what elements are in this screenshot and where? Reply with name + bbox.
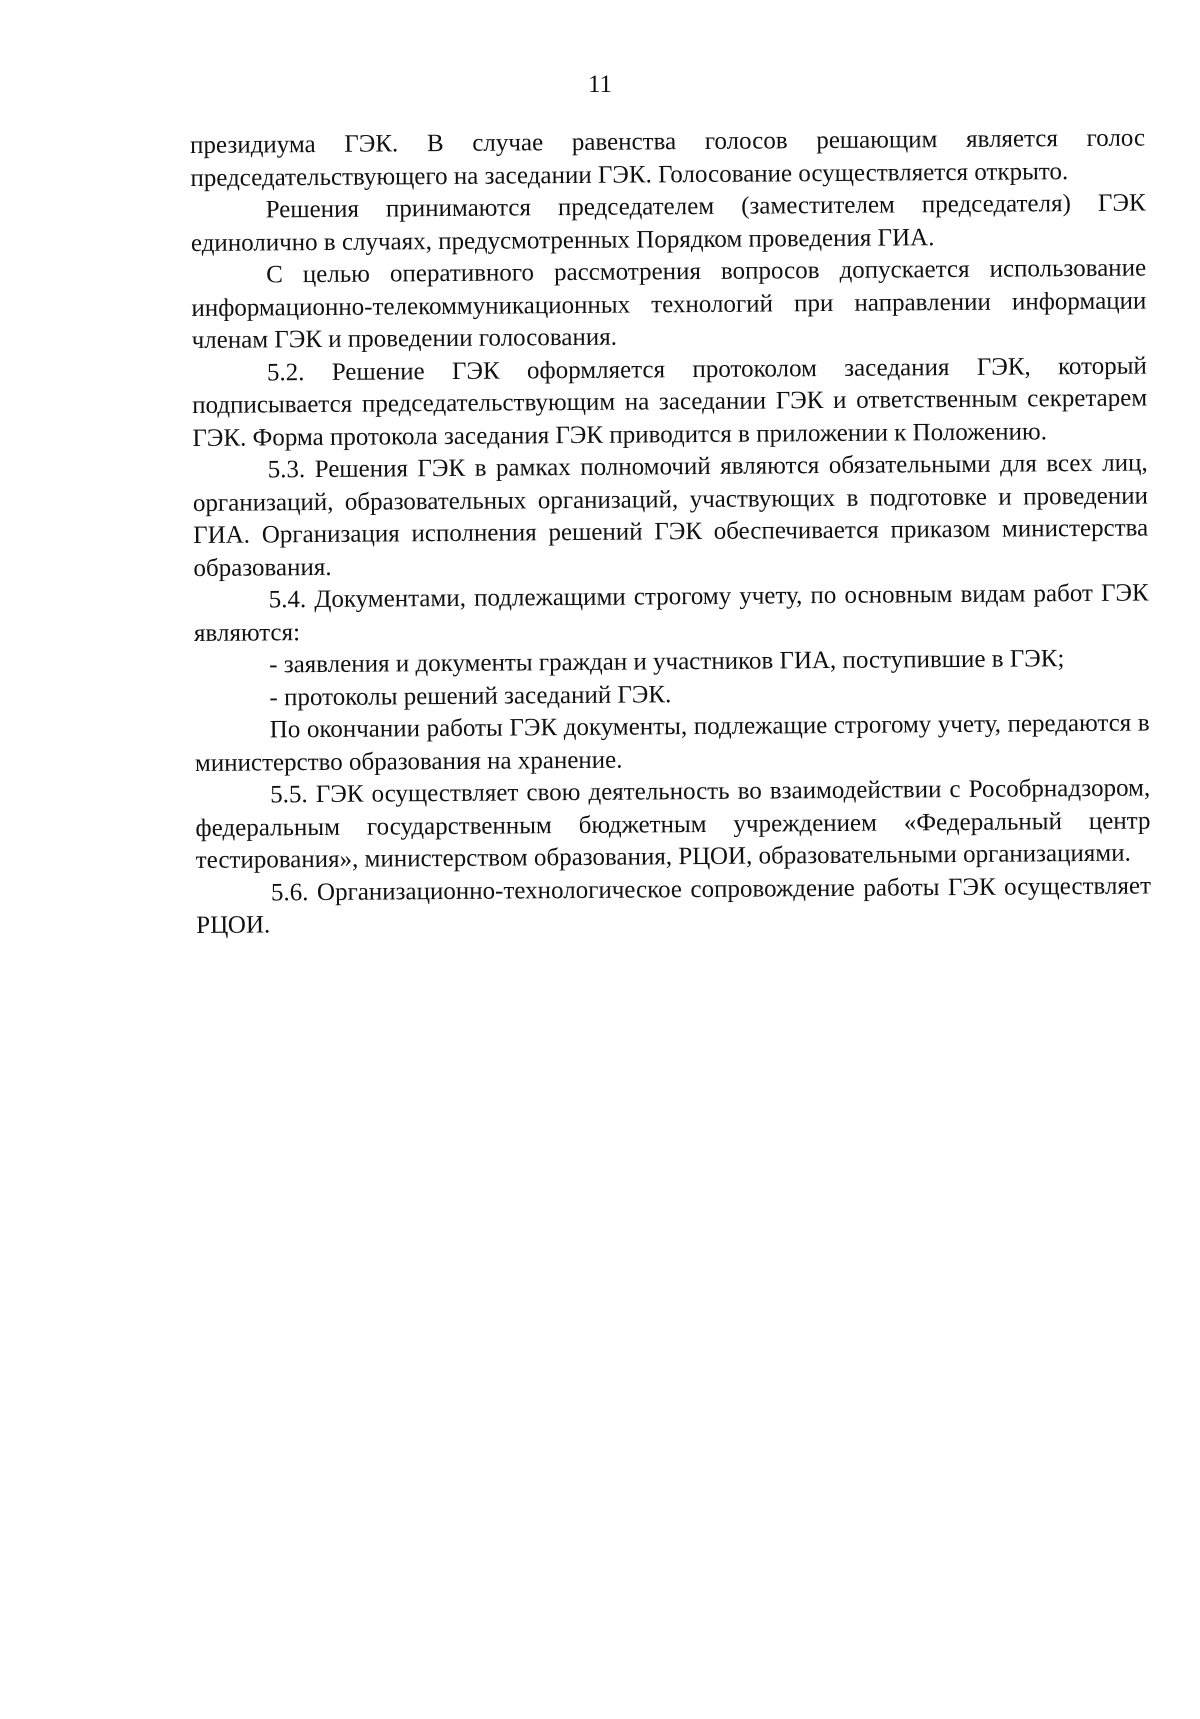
paragraph-5-6: 5.6. Организационно-технологическое сопровождение работы ГЭК осуществляет РЦОИ. (196, 871, 1152, 939)
paragraph-ict-usage: С целью оперативного рассмотрения вопросов допускается использование информационно-телекоммуникационных технологий при направлении информации членам ГЭК и проведении голосования. (191, 254, 1147, 354)
paragraph-continuation: президиума ГЭК. В случае равенства голосов решающим является голос председательствующего на заседании ГЭК. Голосование осуществляется открыто. (190, 124, 1146, 192)
list-item-applications: - заявления и документы граждан и участников ГИА, поступившие в ГЭК; (269, 645, 1065, 679)
paragraph-5-5: 5.5. ГЭК осуществляет свою деятельность во взаимодействии с Рособрнадзором, федеральным государственным бюджетным учреждением «Федеральный центр тестирования», министерством образования, РЦОИ, образовательными организациями. (195, 774, 1151, 874)
list-item-protocols: - протоколы решений заседаний ГЭК. (269, 680, 672, 711)
paragraph-5-3: 5.3. Решения ГЭК в рамках полномочий являются обязательными для всех лиц, организаций, образовательных организаций, участвующих в подготовке и проведении ГИА. Организация исполнения решений ГЭК обеспечивается приказом министерства образования. (192, 449, 1149, 582)
document-body (190, 122, 1151, 942)
page-number: 11 (587, 71, 613, 98)
paragraph-documents-storage: По окончании работы ГЭК документы, подлежащие строгому учету, передаются в министерство образования на хранение. (194, 709, 1150, 777)
paragraph-decisions-chairman: Решения принимаются председателем (заместителем председателя) ГЭК единолично в случаях, предусмотренных Порядком проведения ГИА. (190, 189, 1146, 257)
paragraph-5-4: 5.4. Документами, подлежащими строгому учету, по основным видам работ ГЭК являются: (193, 579, 1149, 647)
paragraph-5-2: 5.2. Решение ГЭК оформляется протоколом заседания ГЭК, который подписывается председательствующим на заседании ГЭК и ответственным секретарем ГЭК. Форма протокола заседания ГЭК приводится в приложении к Положению. (192, 351, 1148, 452)
